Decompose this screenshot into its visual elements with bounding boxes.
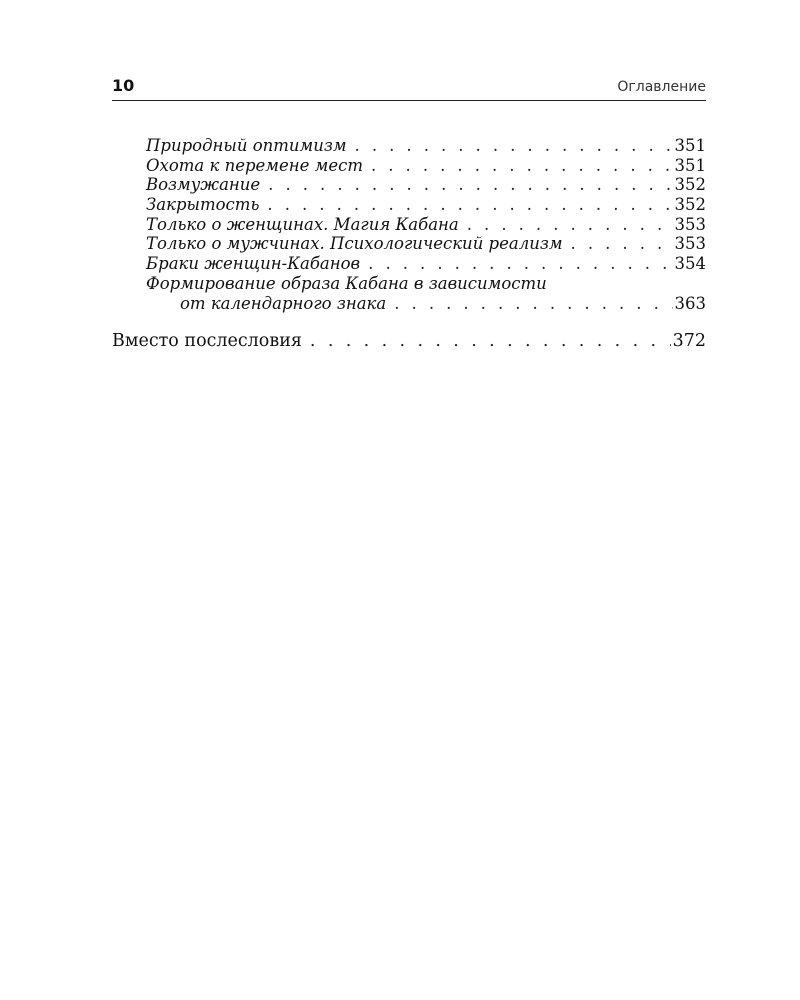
toc-entry[interactable] — [112, 136, 706, 156]
toc-entry-wrapped-second-line[interactable] — [112, 294, 706, 314]
toc-entry-page: 351 — [674, 155, 706, 175]
dot-leader — [571, 234, 673, 254]
dot-leader — [310, 332, 671, 352]
dot-leader — [268, 175, 672, 195]
running-head-title: Оглавление — [617, 79, 706, 95]
toc-entry[interactable] — [112, 234, 706, 254]
page-content — [112, 0, 706, 1000]
toc-entry-page: 352 — [674, 195, 706, 215]
toc-entry[interactable] — [112, 215, 706, 235]
toc-entry[interactable] — [112, 156, 706, 176]
toc-entry-final[interactable] — [112, 332, 706, 352]
toc-entry-page: 363 — [674, 293, 706, 313]
dot-leader — [267, 195, 672, 215]
toc-entry-page: 352 — [674, 175, 706, 195]
toc-entry-title: Закрытость — [146, 195, 260, 215]
toc-entry-title: Браки женщин-Кабанов — [146, 254, 361, 274]
dot-leader — [394, 294, 672, 314]
toc-entry-title: Охота к перемене мест — [146, 155, 363, 175]
toc-entry-title: Природный оптимизм — [146, 136, 347, 155]
toc-entry[interactable] — [112, 195, 706, 215]
toc-entry-title: Формирование образа Кабана в зависимости — [146, 273, 547, 293]
toc-entry-title: Вместо послесловия — [112, 332, 302, 352]
toc-entry-title: от календарного знака — [180, 293, 387, 313]
toc-entry-page: 372 — [672, 332, 706, 352]
table-of-contents — [112, 136, 706, 352]
toc-entry-page: 353 — [674, 234, 706, 254]
running-header — [112, 76, 706, 101]
dot-leader — [368, 254, 672, 274]
dot-leader — [371, 156, 673, 176]
toc-entry-title: Только о женщинах. Магия Кабана — [146, 214, 459, 234]
toc-entry-page: 351 — [674, 136, 706, 155]
dot-leader — [467, 215, 673, 235]
dot-leader — [355, 136, 673, 156]
toc-entry-page: 353 — [674, 214, 706, 234]
toc-entry-page: 354 — [674, 254, 706, 274]
toc-entry-wrapped-first-line[interactable] — [112, 274, 706, 294]
page-number: 10 — [112, 76, 135, 95]
toc-entry[interactable] — [112, 175, 706, 195]
toc-entry-title: Возмужание — [146, 175, 261, 195]
toc-entry-title: Только о мужчинах. Психологический реализм — [146, 234, 563, 254]
toc-entry[interactable] — [112, 254, 706, 274]
